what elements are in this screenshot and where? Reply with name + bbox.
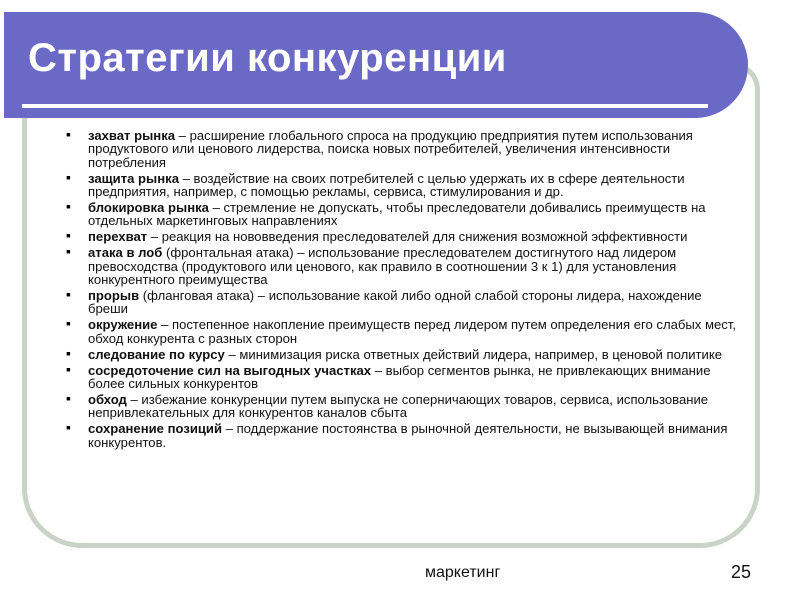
title-underline	[22, 104, 708, 108]
list-item	[66, 419, 742, 450]
item-description: (фронтальная атака) – использование преследователем достигнутого над лидером превосходства (продуктового или ценового, как правило в соотношении 3 к 1) для установления конкурентного преимущества	[88, 245, 677, 288]
item-description: – минимизация риска ответных действий лидера, например, в ценовой политике	[224, 346, 722, 362]
list-item	[66, 315, 742, 346]
bullet-icon: ▪	[66, 198, 71, 215]
bullet-icon: ▪	[66, 419, 71, 436]
footer-text: маркетинг	[425, 564, 501, 581]
item-term: захват рынка	[88, 128, 176, 143]
list-item	[66, 198, 742, 229]
bullet-icon: ▪	[66, 360, 71, 377]
item-term: сосредоточение сил на выгодных участках	[88, 362, 372, 378]
item-description: – расширение глобального спроса на продукцию предприятия путем использования продуктового или ценового лидерства, поиска новых потребителей, увеличения интенсивности потребления	[88, 128, 693, 170]
list-item	[66, 227, 742, 245]
item-term: атака в лоб	[88, 245, 163, 261]
list-item	[66, 126, 742, 170]
item-description: – постепенное накопление преимуществ перед лидером путем определения его слабых мест, обход конкурента с разных сторон	[88, 317, 736, 346]
item-description: – воздействие на своих потребителей с целью удержать их в сфере деятельности предприятия, например, с помощью рекламы, сервиса, стимулирования и др.	[88, 170, 685, 200]
list-item	[66, 344, 742, 362]
item-description: – стремление не допускать, чтобы преследователи добивались преимуществ на отдельных маркетинговых направлениях	[88, 200, 706, 229]
bullet-list	[66, 126, 742, 451]
item-term: перехват	[88, 229, 148, 245]
item-description: (фланговая атака) – использование какой либо одной слабой стороны лидера, нахождение бреши	[88, 287, 702, 317]
item-description: – избежание конкуренции путем выпуска не соперничающих товаров, сервиса, использование непривлекательных для конкурентов каналов сбыта	[88, 391, 709, 421]
item-term: сохранение позиций	[88, 421, 223, 437]
list-item	[66, 285, 742, 317]
item-term: окружение	[88, 317, 158, 333]
bullet-icon: ▪	[66, 243, 71, 260]
page-number: 25	[731, 562, 752, 582]
list-item	[66, 360, 742, 391]
bullet-icon: ▪	[66, 285, 71, 302]
item-description: – реакция на нововведения преследователей для снижения возможной эффективности	[147, 229, 688, 245]
item-term: блокировка рынка	[88, 200, 209, 216]
list-item	[66, 243, 742, 288]
bullet-icon: ▪	[66, 126, 71, 142]
bullet-icon: ▪	[66, 389, 71, 406]
list-item	[66, 389, 742, 421]
bullet-icon: ▪	[66, 227, 71, 244]
slide-title: Стратегии конкуренции	[28, 36, 507, 80]
item-term: следование по курсу	[88, 346, 225, 362]
item-term: обход	[88, 391, 127, 407]
item-term: прорыв	[88, 287, 140, 303]
bullet-icon: ▪	[66, 344, 71, 361]
item-term: защита рынка	[88, 170, 179, 186]
bullet-icon: ▪	[66, 315, 71, 332]
list-item	[66, 168, 742, 200]
bullet-icon: ▪	[66, 168, 71, 185]
item-description: – выбор сегментов рынка, не привлекающих внимание более сильных конкурентов	[88, 362, 711, 391]
item-description: – поддержание постоянства в рыночной деятельности, не вызывающей внимания конкурентов.	[88, 421, 728, 450]
